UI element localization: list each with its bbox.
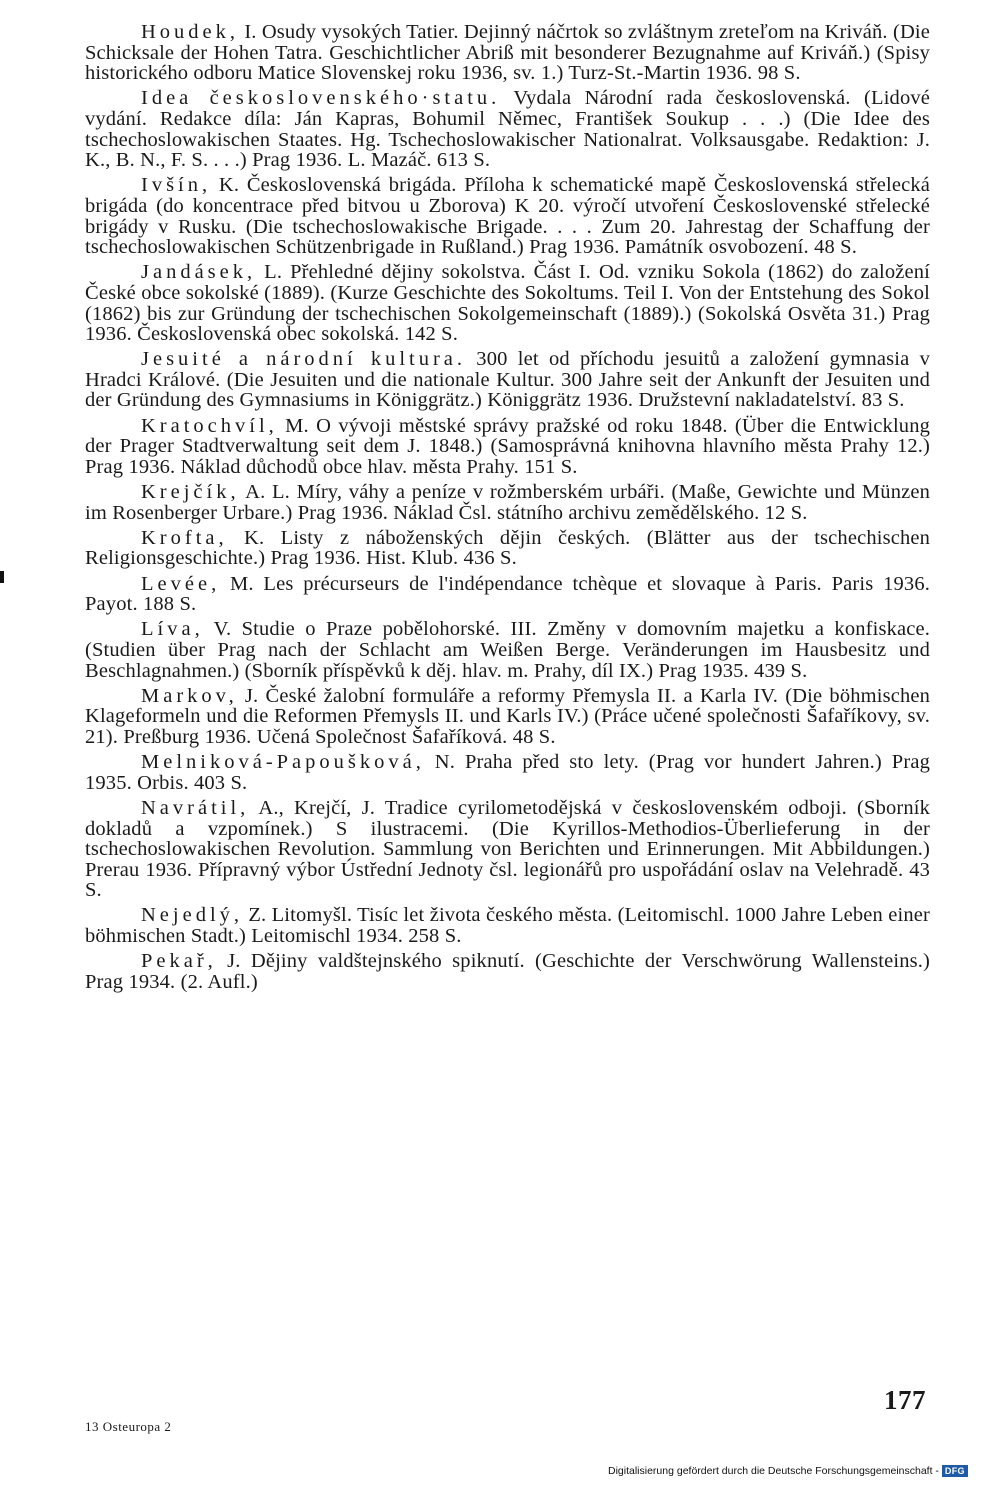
- entry-author: Houdek,: [141, 21, 240, 43]
- bibliography-entry: [85, 175, 930, 257]
- entry-text: Vydala Národní rada československá. (Lidové vydání. Redakce díla: Ján Kapras, Bohumil Němec, František Soukup . . .) (Die Idee des tschechoslowakischen Staates. Hg. Tschechoslowakischer Nationalrat. Volksausgabe. Redaktion: J. K., B. N., F. S. . . .) Prag 1936. L. Mazáč. 613 S.: [85, 87, 930, 172]
- entry-text: N. Praha před sto lety. (Prag vor hundert Jahren.) Prag 1935. Orbis. 403 S.: [85, 751, 930, 794]
- entry-text: K. Československá brigáda. Příloha k schematické mapě Československá střelecká brigáda (do koncentrace před bitvou u Zborova) K 20. výročí utvoření Československé střelecké brigády v Rusku. (Die tschechoslowakische Brigade. . . . Zum 20. Jahrestag der Schaffung der tschechoslowakischen Schützenbrigade in Rußland.) Prag 1936. Památník osvobození. 48 S.: [85, 174, 930, 259]
- dfg-logo-icon: DFG: [942, 1465, 968, 1477]
- page-edge-mark: [0, 571, 4, 583]
- entry-text: Z. Litomyšl. Tisíc let života českého města. (Leitomischl. 1000 Jahre Leben einer böhmischen Stadt.) Leitomischl 1934. 258 S.: [85, 904, 930, 948]
- entry-text: M. O vývoji městské správy pražské od roku 1848. (Über die Entwicklung der Prager Stadtverwaltung seit dem J. 1848.) (Samosprávná knihovna hlavního města Prahy 12.) Prag 1936. Náklad důchodů obce hlav. města Prahy. 151 S.: [85, 414, 930, 478]
- entry-text: 300 let od příchodu jesuitů a založení gymnasia v Hradci Králové. (Die Jesuiten und die nationale Kultur. 300 Jahre seit der Ankunft der Jesuiten und der Gründung des Gymnasiums in Königgrätz.) Königgrätz 1936. Družstevní nakladatelství. 83 S.: [85, 348, 930, 412]
- entry-author: Navrátil,: [141, 796, 250, 819]
- entry-author: Krofta,: [141, 526, 228, 549]
- bibliography-entry: [85, 528, 930, 569]
- credit-text: Digitalisierung gefördert durch die Deutsche Forschungsgemeinschaft -: [608, 1465, 939, 1477]
- bibliography-entry: [85, 22, 930, 84]
- entry-text: M. Les précurseurs de l'indépendance tchèque et slovaque à Paris. Paris 1936. Payot. 188 S.: [85, 572, 930, 616]
- digitization-credit: [608, 1465, 968, 1477]
- entry-author: Jandásek,: [141, 261, 257, 284]
- bibliography-entry: [85, 905, 930, 946]
- entry-author: Krejčík,: [141, 481, 240, 504]
- entry-author: Idea československého·statu.: [141, 87, 501, 110]
- bibliography-entry: [85, 951, 930, 992]
- bibliography-entry: [85, 752, 930, 793]
- entry-author: Markov,: [141, 684, 238, 707]
- entry-text: L. Přehledné dějiny sokolstva. Část I. Od. vzniku Sokola (1862) do založení České obce sokolské (1889). (Kurze Geschichte des Sokoltums. Teil I. Von der Entstehung des Sokol (1862) bis zur Gründung der tschechischen Sokolgemeinschaft (1889).) (Sokolská Osvěta 31.) Prag 1936. Československá obec sokolská. 142 S.: [85, 261, 930, 346]
- entry-text: J. Dějiny valdštejnského spiknutí. (Geschichte der Verschwörung Wallensteins.) Prag 1934. (2. Aufl.): [85, 950, 930, 993]
- entry-author: Levée,: [141, 572, 221, 595]
- entry-text: V. Studie o Praze pobělohorské. III. Změny v domovním majetku a konfiskace. (Studien über Prag nach der Schlacht am Weißen Berge. Veränderungen im Hausbesitz und Beschlagnahmen.) (Sborník příspěvků k děj. hlav. m. Prahy, díl IX.) Prag 1935. 439 S.: [85, 618, 930, 682]
- entry-text: J. České žalobní formuláře a reformy Přemysla II. a Karla IV. (Die böhmischen Klageformeln und die Reformen Přemysls II. und Karls IV.) (Práce učené společnosti Šafaříkovy, sv. 21). Preßburg 1936. Učená Společnost Šafaříková. 48 S.: [85, 684, 930, 748]
- bibliography-entry: [85, 349, 930, 411]
- bibliography-entry: [85, 686, 930, 748]
- printer-signature: 13 Osteuropa 2: [85, 1419, 172, 1434]
- bibliography-entry: [85, 798, 930, 901]
- entry-text: K. Listy z náboženských dějin českých. (Blätter aus der tschechischen Religionsgeschichte.) Prag 1936. Hist. Klub. 436 S.: [85, 526, 930, 570]
- page-number: 177: [884, 1385, 926, 1415]
- entry-text: A. L. Míry, váhy a peníze v rožmberském urbáři. (Maße, Gewichte und Münzen im Rosenberger Urbare.) Prag 1936. Náklad Čsl. státního archivu zemědělského. 12 S.: [85, 481, 930, 524]
- entry-author: Pekař,: [141, 950, 217, 973]
- bibliography-list: [85, 22, 930, 997]
- bibliography-entry: [85, 416, 930, 478]
- entry-text: I. Osudy vysokých Tatier. Dejinný náčrtok so zvláštnym zreteľom na Kriváň. (Die Schicksale der Hohen Tatra. Geschichtlicher Abriß mit besonderer Bezugnahme auf Kriváň.) (Spisy historického odboru Matice Slovenskej roku 1936, sv. 1.) Turz-St.-Martin 1936. 98 S.: [85, 21, 930, 85]
- entry-author: Jesuité a národní kultura.: [141, 348, 467, 371]
- entry-author: Melniková-Papoušková,: [141, 751, 425, 774]
- entry-author: Kratochvíl,: [141, 414, 278, 437]
- bibliography-entry: [85, 574, 930, 615]
- entry-author: Líva,: [141, 618, 204, 641]
- entry-author: Ivšín,: [141, 174, 212, 197]
- bibliography-entry: [85, 262, 930, 344]
- bibliography-entry: [85, 482, 930, 523]
- bibliography-entry: [85, 88, 930, 170]
- bibliography-entry: [85, 619, 930, 681]
- entry-author: Nejedlý,: [141, 904, 244, 927]
- entry-text: A., Krejčí, J. Tradice cyrilometodějská v československém odboji. (Sborník dokladů a vzpomínek.) S ilustracemi. (Die Kyrillos-Methodios-Überlieferung in der tschechoslowakischen Revolution. Sammlung von Berichten und Erinnerungen. Mit Abbildungen.) Prerau 1936. Přípravný výbor Ústřední Jednoty čsl. legionářů pro uspořádání oslav na Velehradě. 43 S.: [85, 796, 930, 902]
